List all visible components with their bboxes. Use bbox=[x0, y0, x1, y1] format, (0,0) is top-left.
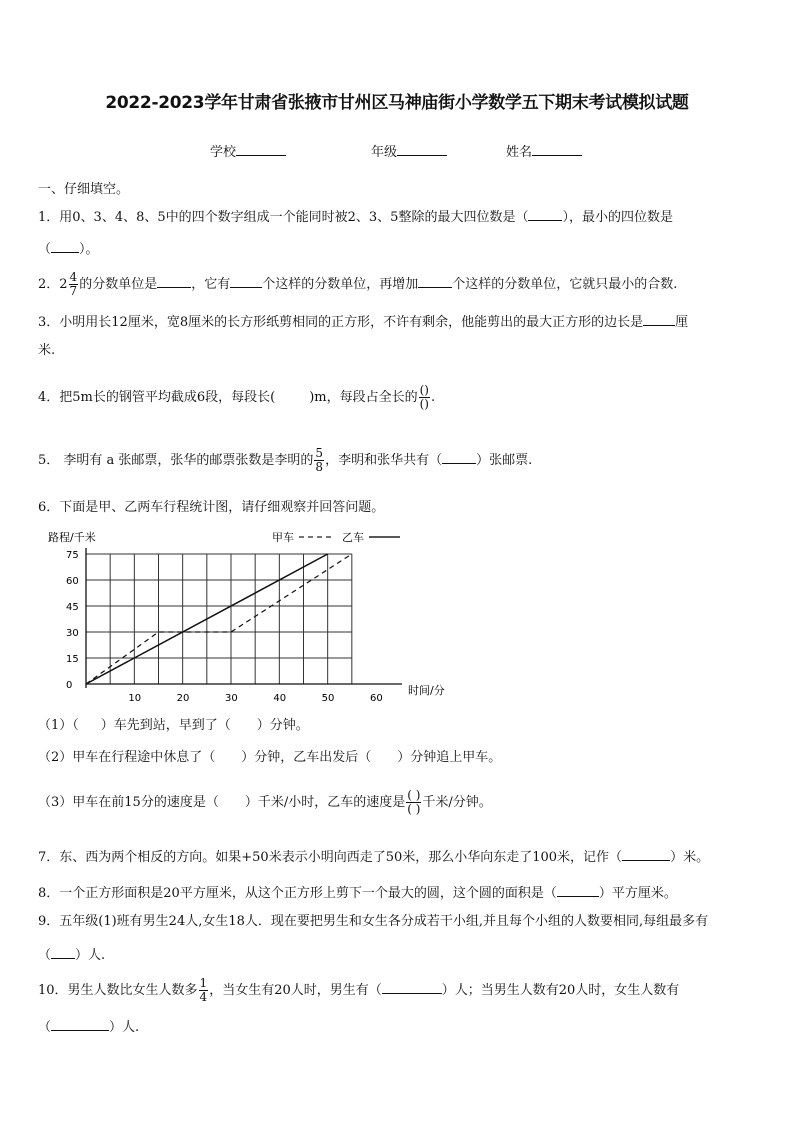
section-heading: 一、仔细填空。 bbox=[38, 182, 130, 197]
q1-blank-1[interactable] bbox=[528, 208, 562, 221]
y-tick-label: 75 bbox=[66, 550, 79, 561]
q10-text-a: 10．男生人数比女生人数多 bbox=[38, 983, 198, 998]
legend-label-b: 乙车 bbox=[342, 531, 364, 544]
chart-series bbox=[86, 554, 352, 684]
question-6-1 bbox=[38, 718, 309, 734]
x-tick-label: 40 bbox=[273, 693, 287, 704]
q2-blank-3[interactable] bbox=[418, 275, 452, 288]
q2-blank-1[interactable] bbox=[157, 275, 191, 288]
y-tick-label: 45 bbox=[66, 602, 79, 613]
page-title: 2022-2023学年甘肃省张掖市甘州区马神庙街小学数学五下期末考试模拟试题 bbox=[105, 93, 689, 113]
grade-label: 年级 bbox=[371, 145, 398, 160]
question-10 bbox=[38, 974, 679, 1008]
x-tick-label: 60 bbox=[370, 693, 383, 704]
q3-text-a: 3．小明用长12厘米，宽8厘米的长方形纸剪相同的正方形，不许有剩余，他能剪出的最大正方形的边长是 bbox=[38, 315, 644, 330]
q3-blank[interactable] bbox=[643, 313, 675, 326]
q9-blank[interactable] bbox=[51, 946, 75, 959]
y-tick-label: 0 bbox=[66, 680, 73, 691]
q9-text-c: ）人. bbox=[75, 948, 106, 963]
q10-text-e: ）人. bbox=[109, 1020, 140, 1035]
q4-text-b: )m，每段占全长的 bbox=[309, 390, 418, 405]
q6-3-denominator[interactable]: ( ) bbox=[407, 802, 421, 816]
question-2 bbox=[38, 270, 677, 300]
q10-denominator: 4 bbox=[199, 990, 208, 1004]
q2-denominator: 7 bbox=[69, 284, 78, 298]
q8-text-a: 8．一个正方形面积是20平方厘米，从这个正方形上剪下一个最大的圆，这个圆的面积是（ bbox=[38, 886, 557, 901]
q8-text-b: ）平方厘米。 bbox=[598, 886, 677, 901]
q6-3-text-a: （3）甲车在前15分的速度是（ bbox=[38, 795, 219, 810]
school-field bbox=[210, 141, 286, 160]
q5-blank[interactable] bbox=[442, 451, 476, 464]
grade-field bbox=[371, 141, 447, 160]
q6-3-text-b: ）千米/小时，乙车的速度是 bbox=[244, 795, 406, 810]
q7-blank[interactable] bbox=[622, 848, 670, 861]
q1-text-b: ），最小的四位数是 bbox=[562, 210, 673, 225]
q1-blank-2[interactable] bbox=[51, 240, 79, 253]
q3-text-b: 厘 bbox=[675, 315, 689, 330]
chart-ticks bbox=[66, 550, 383, 704]
q1-text-a: 1．用0、3、4、8、5中的四个数字组成一个能同时被2、3、5整除的最大四位数是（ bbox=[38, 210, 529, 225]
question-9: 9．五年级(1)班有男生24人,女生18人．现在要把男生和女生各分成若干小组,并且每个小组的人数要相同,每组最多有 bbox=[38, 914, 709, 929]
q2-text-c: 个这样的分数单位，再增加 bbox=[262, 277, 419, 292]
question-8 bbox=[38, 884, 677, 902]
q7-text-b: ）米。 bbox=[670, 850, 710, 865]
series-line bbox=[86, 554, 352, 684]
school-blank[interactable] bbox=[236, 143, 286, 156]
q5-numerator: 5 bbox=[315, 446, 324, 460]
q2-text-b: ，它有 bbox=[191, 277, 231, 292]
q7-text-a: 7．东、西为两个相反的方向。如果+50米表示小明向西走了50米，那么小华向东走了100米，记作（ bbox=[38, 850, 623, 865]
q6-3-fraction bbox=[406, 789, 421, 816]
legend-label-a: 甲车 bbox=[272, 531, 294, 544]
q10-text-c: ）人；当男生人数有20人时，女生人数有 bbox=[441, 983, 680, 998]
q10-fraction bbox=[199, 977, 209, 1004]
q4-text-c: . bbox=[431, 390, 436, 405]
name-field bbox=[506, 141, 582, 160]
x-tick-label: 10 bbox=[128, 693, 142, 704]
name-blank[interactable] bbox=[532, 143, 582, 156]
question-4 bbox=[38, 382, 435, 414]
q2-blank-2[interactable] bbox=[230, 275, 262, 288]
x-tick-label: 20 bbox=[176, 693, 190, 704]
question-1-cont bbox=[38, 240, 99, 258]
travel-chart bbox=[36, 526, 456, 716]
q10-text-d: （ bbox=[38, 1020, 52, 1035]
q2-fraction bbox=[69, 271, 79, 298]
q4-denominator[interactable]: () bbox=[419, 397, 429, 411]
school-label: 学校 bbox=[210, 145, 237, 160]
q4-text-a: 4．把5m长的钢管平均截成6段，每段长( bbox=[38, 390, 276, 405]
question-3-cont: 米. bbox=[38, 343, 56, 358]
question-10-cont bbox=[38, 1018, 139, 1036]
q1-text-c: （ bbox=[38, 242, 52, 257]
q5-text-a: 5． 李明有 a 张邮票，张华的邮票张数是李明的 bbox=[38, 453, 314, 468]
q6-1-text-c: ）分钟。 bbox=[256, 718, 309, 733]
name-label: 姓名 bbox=[506, 145, 533, 160]
q8-blank[interactable] bbox=[557, 884, 599, 897]
chart-grid bbox=[86, 548, 402, 688]
q2-text-d: 个这样的分数单位，它就只最小的合数. bbox=[452, 277, 678, 292]
q6-3-text-c: 千米/分钟。 bbox=[422, 795, 492, 810]
q6-1-text-b: ）车先到站，早到了（ bbox=[100, 718, 231, 733]
x-axis-label: 时间/分 bbox=[408, 684, 445, 697]
y-tick-label: 15 bbox=[66, 654, 79, 665]
question-6-3 bbox=[38, 786, 492, 820]
q2-prefix: 2．2 bbox=[38, 277, 68, 292]
grade-blank[interactable] bbox=[397, 143, 447, 156]
q5-text-c: ）张邮票. bbox=[476, 453, 533, 468]
q9-text-b: （ bbox=[38, 948, 52, 963]
q6-2-text-c: ）分钟追上甲车。 bbox=[397, 750, 502, 765]
q6-1-text-a: （1）（ bbox=[38, 718, 79, 733]
q6-2-text-a: （2）甲车在行程途中休息了（ bbox=[38, 750, 216, 765]
q1-text-d: ）。 bbox=[79, 242, 99, 257]
y-tick-label: 30 bbox=[66, 628, 79, 639]
q5-text-b: ，李明和张华共有（ bbox=[325, 453, 443, 468]
q10-text-b: ，当女生有20人时，男生有（ bbox=[209, 983, 382, 998]
q10-blank-1[interactable] bbox=[382, 981, 442, 994]
question-6-2 bbox=[38, 750, 501, 766]
q5-denominator: 8 bbox=[315, 460, 324, 474]
q10-numerator: 1 bbox=[199, 976, 208, 990]
question-5 bbox=[38, 445, 532, 477]
x-tick-label: 50 bbox=[321, 693, 335, 704]
y-axis-label: 路程/千米 bbox=[48, 531, 96, 544]
travel-chart-svg bbox=[36, 526, 456, 716]
q2-text-a: 的分数单位是 bbox=[79, 277, 158, 292]
q4-fraction bbox=[419, 384, 430, 411]
q6-3-numerator[interactable]: ( ) bbox=[407, 788, 421, 802]
q2-numerator: 4 bbox=[69, 270, 78, 284]
q10-blank-2[interactable] bbox=[51, 1018, 109, 1031]
question-9-cont bbox=[38, 946, 105, 964]
question-3 bbox=[38, 313, 688, 331]
question-6: 6．下面是甲、乙两车行程统计图，请仔细观察并回答问题。 bbox=[38, 500, 385, 515]
q6-2-text-b: ）分钟，乙车出发后（ bbox=[241, 750, 372, 765]
y-tick-label: 60 bbox=[66, 576, 79, 587]
question-1 bbox=[38, 208, 673, 226]
x-tick-label: 30 bbox=[225, 693, 238, 704]
q4-numerator[interactable]: () bbox=[419, 383, 429, 397]
question-7 bbox=[38, 848, 709, 866]
q5-fraction bbox=[314, 447, 324, 474]
